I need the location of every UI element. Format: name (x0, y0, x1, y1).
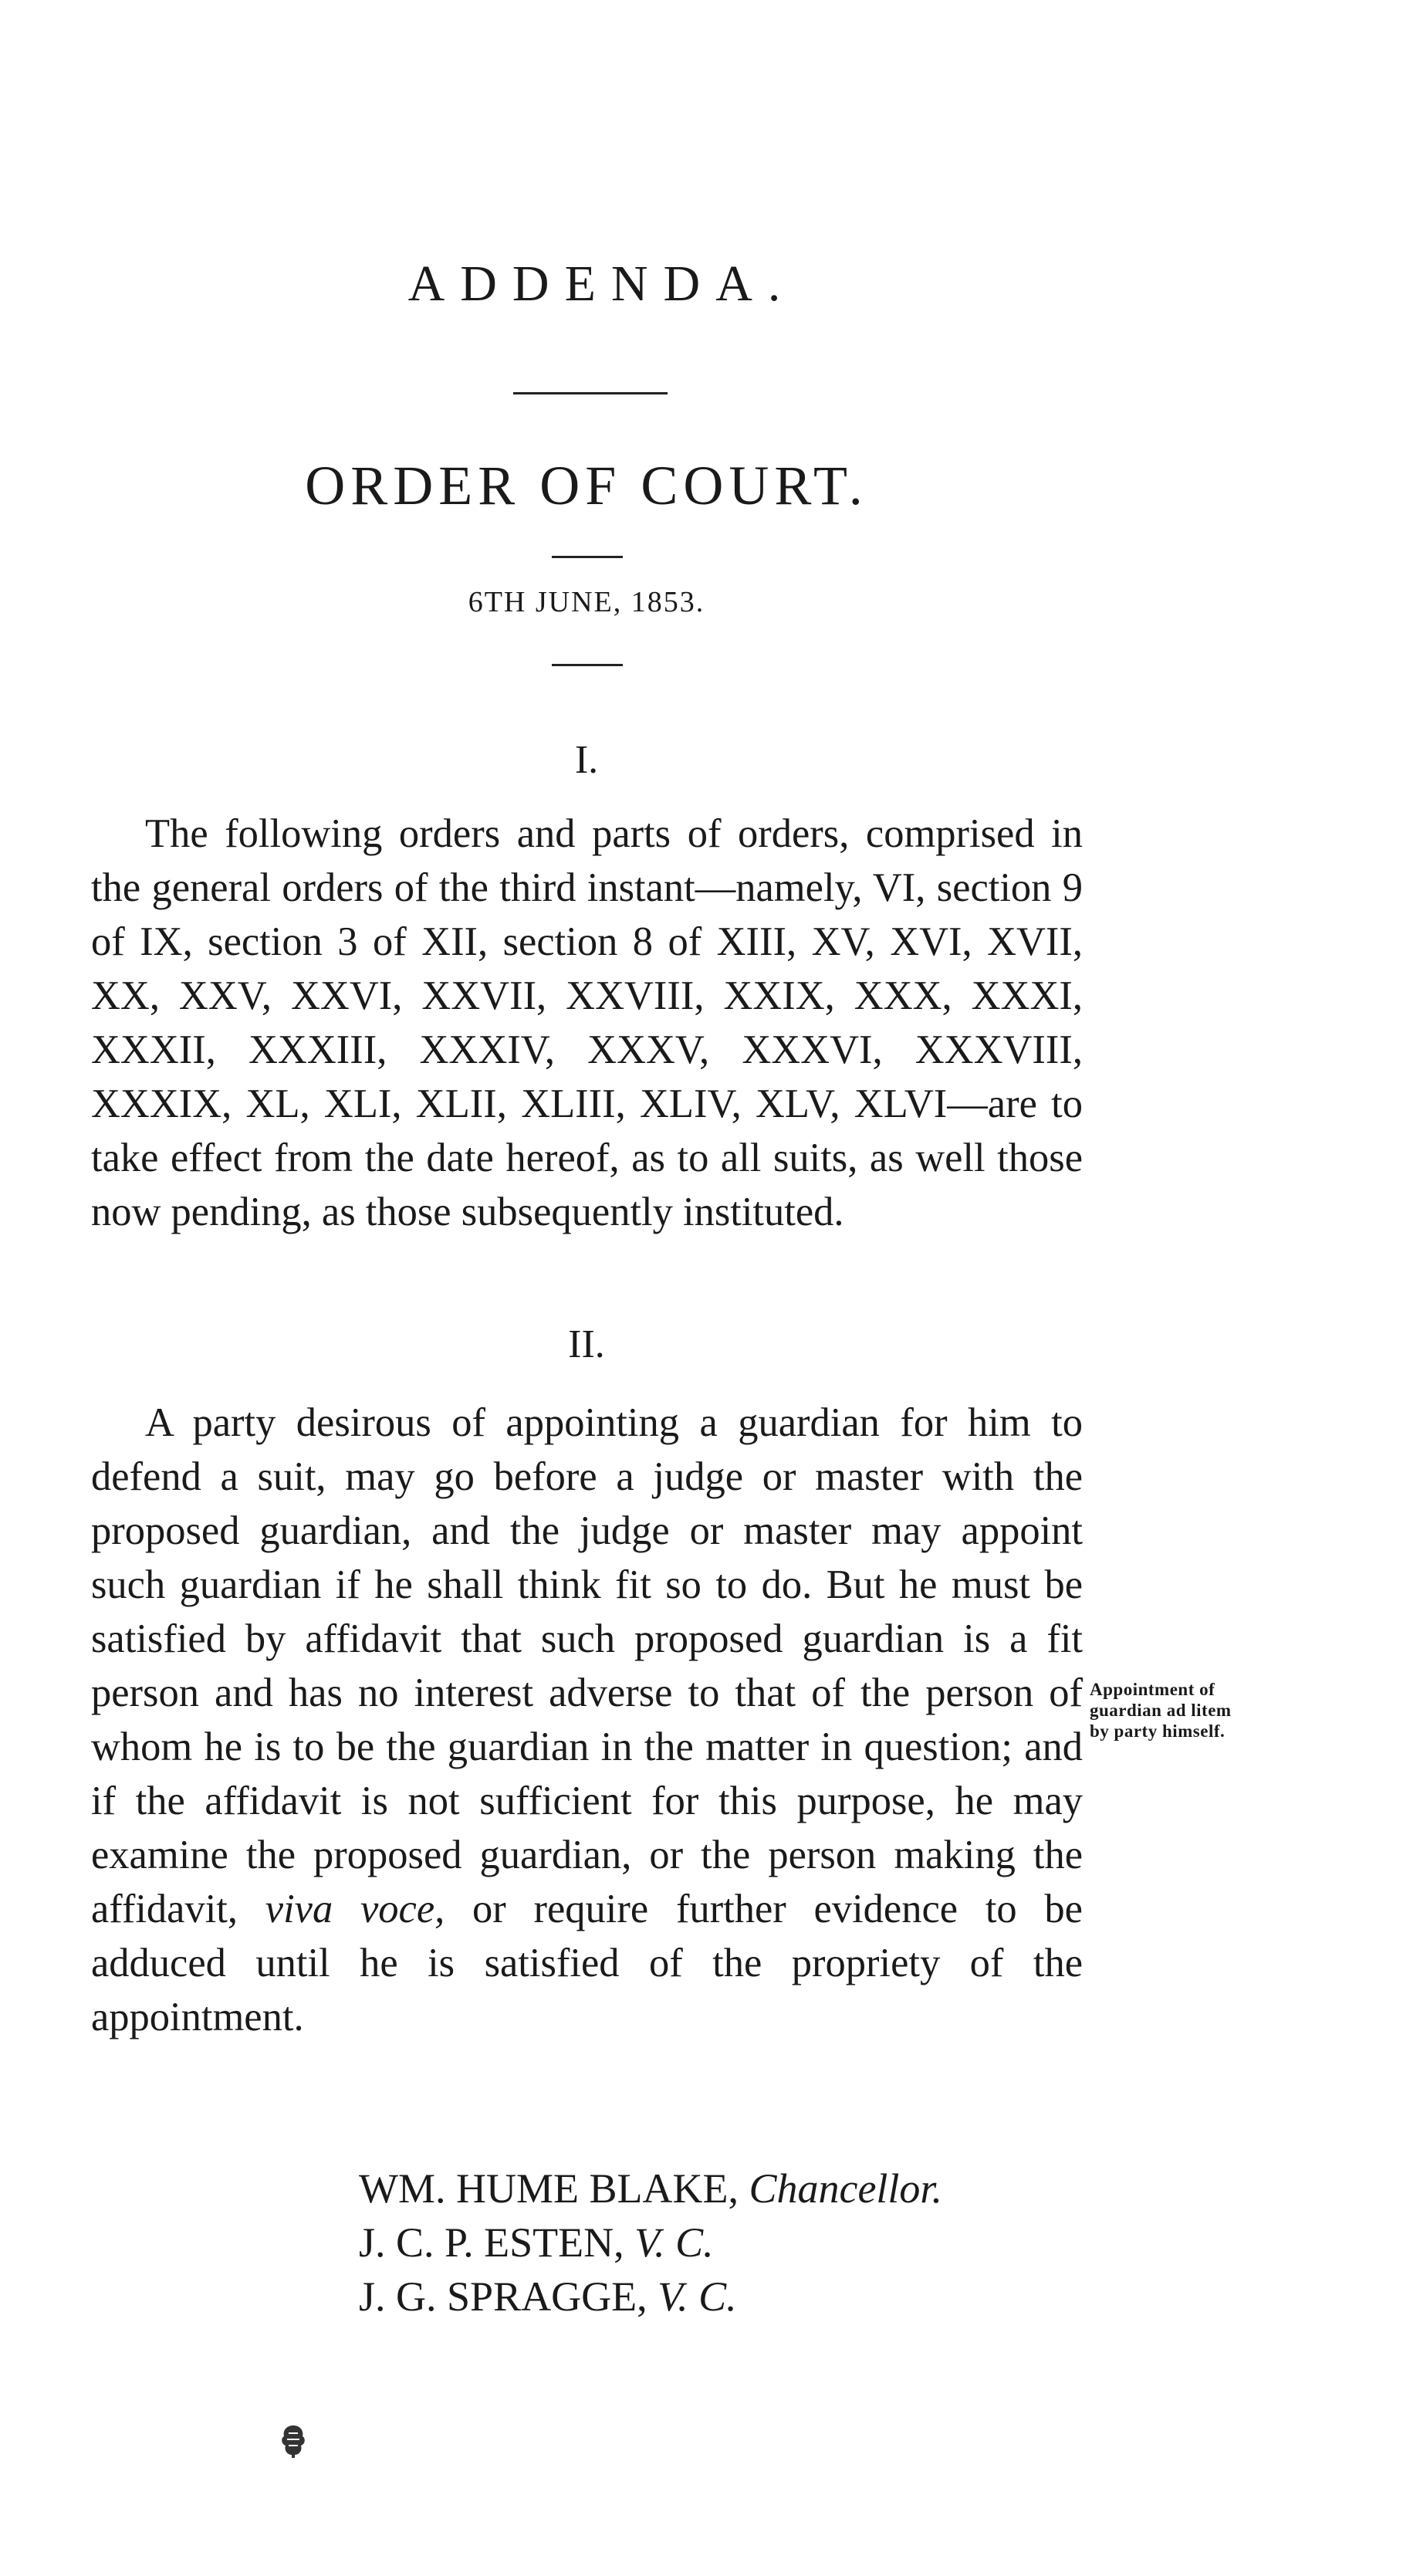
signature (359, 2270, 942, 2324)
section-number: II. (568, 1322, 605, 1366)
divider (552, 664, 623, 666)
section-paragraph (91, 1396, 1083, 2044)
signature (359, 2161, 942, 2215)
paragraph-text: A party desirous of appointing a guardian for him to defend a suit, may go before a judge or master with the proposed guardian, and the judge or master may appoint such guardian if he shall think fit so to do. But he must be satisfied by affidavit that such proposed guardian is a fit person and has no interest adverse to that of the person of whom he is to be the guardian in the matter in question; and if the affidavit is not sufficient for this purpose, he may examine the proposed guardian, or the person making the affidavit, (91, 1400, 1083, 1931)
signatory-title: Chancellor. (749, 2165, 942, 2212)
paragraph-text: or require further evidence to be adduced until he is satisfied of the propriety of the appointment. (91, 1887, 1083, 2039)
margin-note (1090, 1679, 1321, 1742)
signatory-title: V. C. (634, 2219, 714, 2266)
order-title: ORDER OF COURT. (305, 455, 868, 516)
signatory-title: V. C. (658, 2273, 737, 2320)
printer-mark-icon (278, 2424, 309, 2459)
section-number: I. (574, 738, 599, 782)
signature (359, 2215, 942, 2270)
margin-note-line: by party himself. (1090, 1721, 1226, 1741)
margin-note-line: Appointment of (1090, 1680, 1215, 1699)
signatory-name: J. C. P. ESTEN, (359, 2219, 624, 2266)
divider (513, 392, 668, 394)
signatory-name: J. G. SPRAGGE, (359, 2273, 647, 2320)
page-title: ADDENDA. (407, 256, 796, 312)
order-date: 6TH JUNE, 1853. (468, 586, 705, 618)
italic-phrase: viva voce, (265, 1887, 445, 1931)
signature-block (359, 2161, 942, 2324)
divider (552, 556, 623, 558)
section-paragraph: The following orders and parts of orders, comprised in the general orders of the third instant—namely, VI, section 9 of IX, section 3 of XII, section 8 of XIII, XV, XVI, XVII, XX, XXV, XXVI, XXVII, XXVIII, XXIX, XXX, XXXI, XXXII, XXXIII, XXXIV, XXXV, XXXVI, XXXVIII, XXXIX, XL, XLI, XLII, XLIII, XLIV, XLV, XLVI—are to take effect from the date hereof, as to all suits, as well those now pending, as those subsequently instituted. (91, 811, 1083, 1234)
signatory-name: WM. HUME BLAKE, (359, 2165, 739, 2212)
margin-note-line: guardian ad litem (1090, 1701, 1232, 1720)
